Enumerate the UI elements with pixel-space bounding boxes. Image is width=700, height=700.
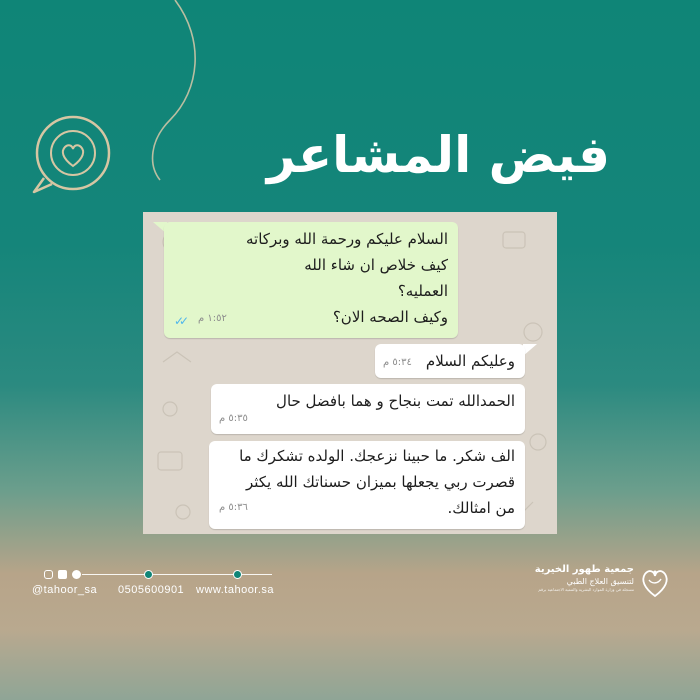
globe-icon[interactable] — [233, 570, 242, 579]
message-line: من امثالك. — [447, 499, 515, 517]
organization-logo — [522, 562, 672, 606]
whatsapp-icon[interactable] — [144, 570, 153, 579]
page-title: فيض المشاعر — [266, 126, 610, 184]
facebook-icon[interactable] — [58, 570, 67, 579]
message-time: ٥:٣٦ م — [219, 502, 248, 513]
message-line: وكيف الصحه الان؟ — [332, 308, 448, 326]
tahoor-logo-icon — [638, 564, 672, 600]
message-line: العمليه؟ — [397, 282, 448, 300]
message-line: الحمدالله تمت بنجاح و هما بافضل حال — [276, 392, 515, 410]
contact-footer — [32, 570, 292, 606]
logo-tagline: لتنسيق العلاج الطبي — [566, 577, 634, 586]
logo-name: جمعية طهور الخيرية — [534, 564, 634, 575]
footer-divider — [82, 574, 272, 575]
incoming-message-bubble[interactable] — [209, 441, 525, 529]
twitter-icon[interactable] — [72, 570, 81, 579]
phone-number[interactable]: 0505600901 — [118, 584, 185, 596]
message-line: قصرت ربي يجعلها بميزان حسناتك الله يكثر — [245, 473, 515, 491]
message-line: الف شكر. ما حبينا نزعجك. الولده تشكرك ما — [239, 447, 515, 465]
message-time: ٥:٣٥ م — [219, 413, 248, 424]
message-time: ١:٥٢ م — [198, 313, 227, 324]
chat-screenshot — [143, 212, 557, 534]
message-line: السلام عليكم ورحمة الله وبركاته — [246, 230, 448, 248]
incoming-message-bubble[interactable] — [375, 344, 525, 378]
logo-registration: مسجلة في وزارة الموارد البشرية والتنمية الاجتماعية برقم — [538, 587, 634, 592]
message-line: وعليكم السلام — [425, 352, 515, 370]
message-line: كيف خلاص ان شاء الله — [304, 256, 448, 274]
instagram-icon[interactable] — [44, 570, 53, 579]
message-time: ٥:٣٤ م — [383, 357, 412, 368]
outgoing-message-bubble[interactable] — [164, 222, 458, 338]
website-link[interactable]: www.tahoor.sa — [196, 584, 275, 596]
social-handle[interactable]: @tahoor_sa — [32, 584, 98, 596]
double-check-icon: ✓✓ — [174, 314, 185, 328]
heart-chat-icon — [26, 108, 120, 198]
incoming-message-bubble[interactable] — [211, 384, 525, 434]
incoming-bubble-tail — [523, 344, 537, 356]
